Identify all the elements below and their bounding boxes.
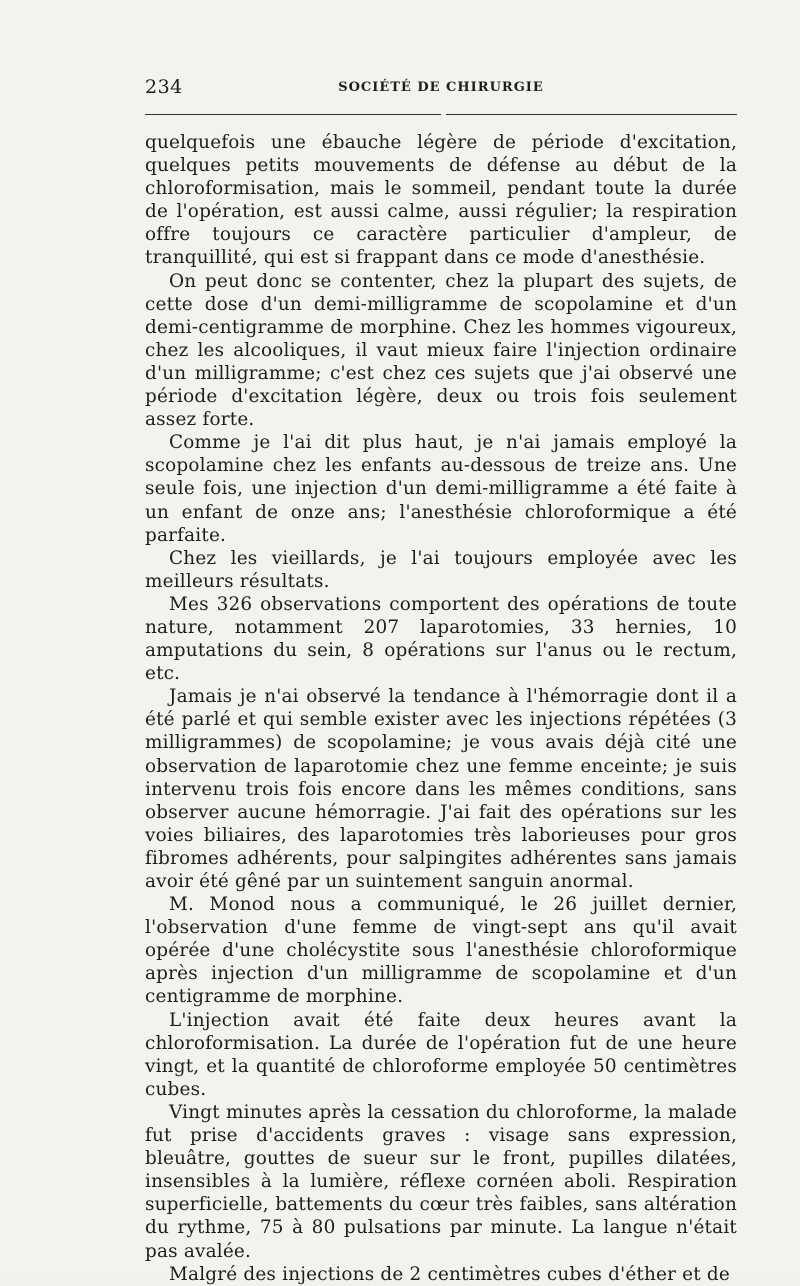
paragraph: M. Monod nous a communiqué, le 26 juillet dernier, l'observation d'une femme de vingt-sept ans qu'il avait opérée d'une cholécystite sous l'anesthésie chloroformique après injection d'un milligramme de scopolamine et d'un centigramme de morphine.: [145, 894, 737, 1008]
paragraph: Chez les vieillards, je l'ai toujours employée avec les meilleurs résultats.: [145, 547, 737, 592]
body-text: [145, 131, 737, 1286]
paragraph: Jamais je n'ai observé la tendance à l'hémorragie dont il a été parlé et qui semble exister avec les injections répétées (3 milligrammes) de scopolamine; je vous avais déjà cité une observation de laparotomie chez une femme enceinte; je suis intervenu trois fois encore dans les mêmes conditions, sans observer aucune hémorragie. J'ai fait des opérations sur les voies biliaires, des laparotomies très laborieuses pour gros fibromes adhérents, pour salpingites adhérentes sans jamais avoir été gêné par un suintement sanguin anormal.: [145, 686, 737, 892]
paragraph: Vingt minutes après la cessation du chloroforme, la malade fut prise d'accidents graves : visage sans expression, bleuâtre, gouttes de sueur sur le front, pupilles dilatées, insensibles à la lumière, réflexe cornéen aboli. Respiration superficielle, battements du cœur très faibles, sans altération du rythme, 75 à 80 pulsations par minute. La langue n'était pas avalée.: [145, 1101, 737, 1262]
paragraph: Comme je l'ai dit plus haut, je n'ai jamais employé la scopolamine chez les enfants au-dessous de treize ans. Une seule fois, une injection d'un demi-milligramme a été faite à un enfant de onze ans; l'anesthésie chloroformique a été parfaite.: [145, 432, 737, 546]
paragraph: Malgré des injections de 2 centimètres cubes d'éther et de: [169, 1263, 730, 1285]
paragraph: Mes 326 observations comportent des opérations de toute nature, notamment 207 laparotomies, 33 hernies, 10 amputations du sein, 8 opérations sur l'anus ou le rectum, etc.: [145, 593, 737, 685]
page-number: 234: [145, 76, 183, 98]
header-rule-left: [145, 114, 441, 115]
paragraph: L'injection avait été faite deux heures avant la chloroformisation. La durée de l'opération fut de une heure vingt, et la quantité de chloroforme employée 50 centimètres cubes.: [145, 1009, 737, 1100]
running-title: SOCIÉTÉ DE CHIRURGIE: [338, 80, 544, 95]
header-rule-right: [446, 114, 737, 115]
page-header: [145, 76, 737, 104]
paragraph-continuation: quelquefois une ébauche légère de période d'excitation, quelques petits mouvements de défense au début de la chloroformisation, mais le sommeil, pendant toute la durée de l'opération, est aussi calme, aussi régulier; la respiration offre toujours ce caractère particulier d'ampleur, de tranquillité, qui est si frappant dans ce mode d'anesthésie.: [145, 132, 737, 269]
paragraph: On peut donc se contenter, chez la plupart des sujets, de cette dose d'un demi-milligramme de scopolamine et d'un demi-centigramme de morphine. Chez les hommes vigoureux, chez les alcooliques, il vaut mieux faire l'injection ordinaire d'un milligramme; c'est chez ces sujets que j'ai observé une période d'excitation légère, deux ou trois fois seulement assez forte.: [145, 270, 737, 431]
